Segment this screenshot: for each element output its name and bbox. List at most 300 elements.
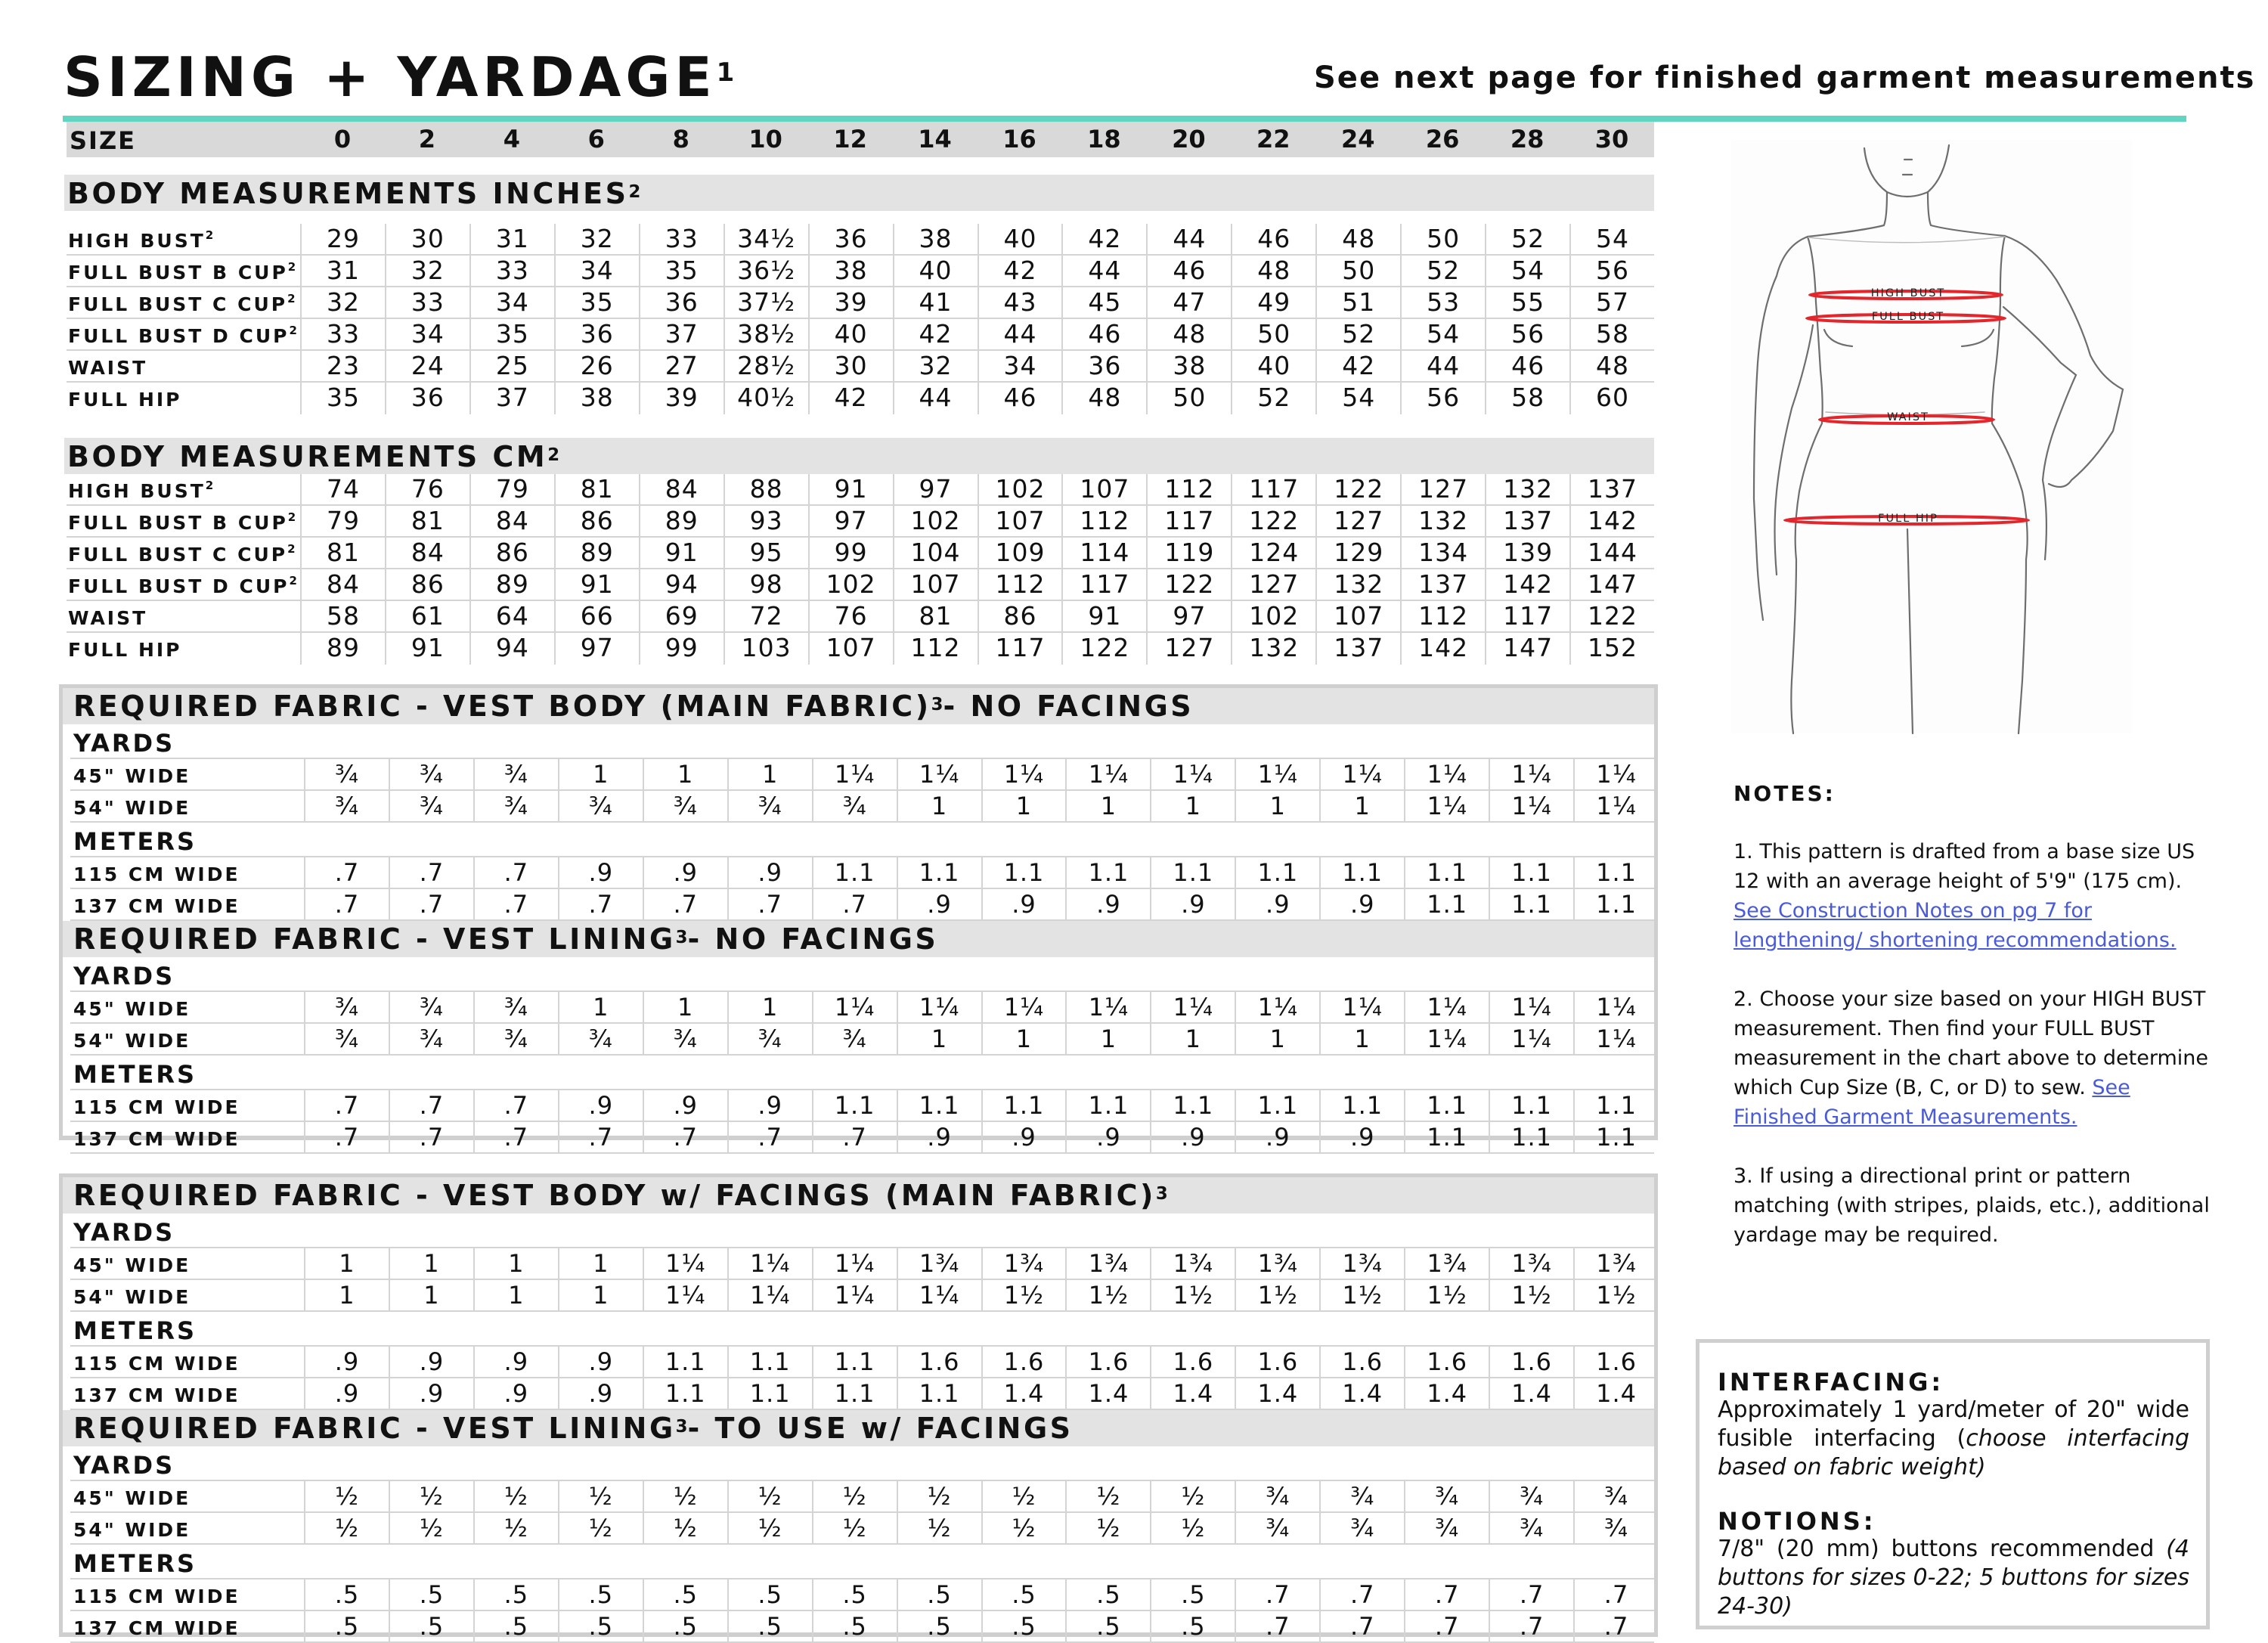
table-cell: .7 bbox=[812, 889, 897, 919]
table-cell: 50 bbox=[1146, 383, 1231, 414]
table-cell: 42 bbox=[1061, 224, 1146, 254]
table-row bbox=[67, 633, 1654, 665]
table-cell: 1.1 bbox=[643, 1378, 727, 1409]
table-cell: 107 bbox=[1061, 474, 1146, 504]
table-cell: 50 bbox=[1400, 224, 1485, 254]
table-cell: 38 bbox=[554, 383, 639, 414]
table-cell: 1.6 bbox=[897, 1347, 981, 1377]
table-row bbox=[70, 1024, 1654, 1056]
table-cell: 1¼ bbox=[1489, 791, 1573, 821]
table-cell: 33 bbox=[385, 287, 469, 318]
size-column-header: 6 bbox=[587, 125, 605, 153]
row-values bbox=[304, 1248, 1658, 1279]
size-column-header: 30 bbox=[1594, 125, 1629, 153]
body-cm-table bbox=[67, 474, 1654, 665]
interfacing-heading: INTERFACING: bbox=[1718, 1368, 1944, 1397]
fabric-section-title bbox=[73, 688, 1194, 724]
meters-label: METERS bbox=[73, 1316, 197, 1345]
table-cell: .7 bbox=[1319, 1611, 1404, 1641]
size-column-header: 0 bbox=[333, 125, 352, 153]
table-cell: 129 bbox=[1315, 538, 1400, 568]
table-cell: 1½ bbox=[1489, 1280, 1573, 1310]
table-cell: 56 bbox=[1400, 383, 1485, 414]
table-cell: 137 bbox=[1485, 506, 1569, 536]
table-cell: 1.1 bbox=[897, 1378, 981, 1409]
fabric-section-vest-body-no-facings bbox=[63, 688, 1654, 921]
table-cell: 1.6 bbox=[1573, 1347, 1658, 1377]
table-cell: 58 bbox=[300, 601, 385, 631]
table-cell: 91 bbox=[808, 474, 893, 504]
table-cell: 117 bbox=[978, 633, 1062, 665]
row-label: 115 CM WIDE bbox=[73, 1096, 240, 1118]
table-cell: 79 bbox=[300, 506, 385, 536]
table-row bbox=[67, 383, 1654, 414]
fabric-section-header bbox=[63, 688, 1654, 724]
row-label: 54" WIDE bbox=[73, 1286, 191, 1308]
table-cell: 30 bbox=[385, 224, 469, 254]
fabric-title-suffix: - TO USE w/ FACINGS bbox=[687, 1412, 1074, 1445]
table-cell: 36 bbox=[1061, 351, 1146, 381]
table-cell: 46 bbox=[1231, 224, 1315, 254]
table-cell: .7 bbox=[389, 1090, 473, 1121]
table-cell: ¾ bbox=[1489, 1481, 1573, 1511]
table-cell: .7 bbox=[1235, 1611, 1319, 1641]
row-label bbox=[68, 389, 182, 411]
table-cell: .9 bbox=[558, 1378, 643, 1409]
table-row bbox=[70, 889, 1654, 921]
row-values bbox=[304, 791, 1658, 821]
table-cell: 49 bbox=[1231, 287, 1315, 318]
yards-label: YARDS bbox=[73, 729, 175, 758]
table-cell: 1.1 bbox=[1573, 1090, 1658, 1121]
table-cell: 1½ bbox=[1319, 1280, 1404, 1310]
figure-label-waist: WAIST bbox=[1887, 411, 1929, 423]
section-title-text: BODY MEASUREMENTS INCHES bbox=[67, 177, 629, 210]
table-cell: ¾ bbox=[389, 791, 473, 821]
table-cell: 41 bbox=[893, 287, 978, 318]
table-cell: 132 bbox=[1400, 506, 1485, 536]
table-cell: .9 bbox=[727, 857, 812, 888]
table-cell: 57 bbox=[1569, 287, 1654, 318]
fabric-section-header bbox=[63, 1177, 1654, 1214]
row-values bbox=[304, 992, 1658, 1022]
footnote-marker: 2 bbox=[287, 260, 296, 274]
table-cell: .9 bbox=[897, 1122, 981, 1152]
footnote-marker: 3 bbox=[675, 928, 688, 947]
table-cell: 1¾ bbox=[1489, 1248, 1573, 1279]
fabric-title-main: REQUIRED FABRIC - VEST BODY w/ FACINGS (MAIN FABRIC) bbox=[73, 1179, 1156, 1212]
row-label bbox=[68, 230, 213, 252]
row-label-text: WAIST bbox=[68, 607, 148, 629]
table-cell: 74 bbox=[300, 474, 385, 504]
table-cell: .7 bbox=[304, 1122, 389, 1152]
row-label: 115 CM WIDE bbox=[73, 1586, 240, 1607]
table-cell: .5 bbox=[558, 1611, 643, 1641]
table-cell: .9 bbox=[389, 1347, 473, 1377]
footnote-marker: 2 bbox=[628, 182, 641, 202]
table-cell: 81 bbox=[300, 538, 385, 568]
row-label bbox=[68, 357, 147, 379]
body-measurement-figure bbox=[1693, 136, 2177, 741]
table-cell: 86 bbox=[978, 601, 1062, 631]
table-cell: ½ bbox=[473, 1481, 558, 1511]
notions-body: 7/8" (20 mm) buttons recommended bbox=[1718, 1536, 2167, 1562]
size-column-header: 8 bbox=[672, 125, 689, 153]
table-cell: 1¾ bbox=[1573, 1248, 1658, 1279]
table-cell: 23 bbox=[300, 351, 385, 381]
table-cell: 1¼ bbox=[981, 759, 1066, 789]
table-cell: 24 bbox=[385, 351, 469, 381]
table-row bbox=[70, 857, 1654, 889]
table-cell: 1.6 bbox=[1489, 1347, 1573, 1377]
table-row bbox=[70, 1347, 1654, 1378]
interfacing-notions-box bbox=[1696, 1339, 2210, 1629]
table-cell: 142 bbox=[1400, 633, 1485, 665]
table-cell: 34 bbox=[385, 319, 469, 349]
table-cell: 1 bbox=[1065, 1024, 1150, 1054]
table-cell: 1.1 bbox=[1319, 857, 1404, 888]
table-cell: 99 bbox=[808, 538, 893, 568]
table-cell: .9 bbox=[727, 1090, 812, 1121]
table-cell: 1½ bbox=[1404, 1280, 1489, 1310]
table-cell: 112 bbox=[978, 569, 1062, 600]
row-values bbox=[304, 1122, 1658, 1152]
table-cell: 117 bbox=[1231, 474, 1315, 504]
row-label-text: FULL BUST B CUP bbox=[68, 512, 288, 534]
table-cell: 137 bbox=[1315, 633, 1400, 665]
page-title-text: SIZING + YARDAGE bbox=[64, 45, 717, 109]
table-cell: 58 bbox=[1485, 383, 1569, 414]
table-row bbox=[70, 759, 1654, 791]
table-row bbox=[70, 1378, 1654, 1410]
table-cell: 54 bbox=[1400, 319, 1485, 349]
table-cell: 72 bbox=[723, 601, 808, 631]
size-column-header: 26 bbox=[1425, 125, 1460, 153]
table-row bbox=[70, 1090, 1654, 1122]
table-row bbox=[67, 351, 1654, 383]
table-cell: ¾ bbox=[643, 1024, 727, 1054]
table-cell: 34 bbox=[469, 287, 554, 318]
table-cell: 112 bbox=[893, 633, 978, 665]
table-cell: 1¼ bbox=[1065, 992, 1150, 1022]
row-label bbox=[68, 544, 296, 566]
table-cell: 1.1 bbox=[897, 1090, 981, 1121]
row-values bbox=[300, 224, 1654, 254]
table-cell: .9 bbox=[558, 857, 643, 888]
table-cell: 1 bbox=[1319, 791, 1404, 821]
table-cell: ¾ bbox=[643, 791, 727, 821]
table-cell: .9 bbox=[304, 1347, 389, 1377]
table-cell: 1 bbox=[897, 791, 981, 821]
table-cell: 1¼ bbox=[812, 1280, 897, 1310]
row-values bbox=[300, 287, 1654, 318]
table-cell: 1 bbox=[1150, 1024, 1235, 1054]
table-cell: .7 bbox=[389, 1122, 473, 1152]
table-cell: 122 bbox=[1569, 601, 1654, 631]
construction-notes-link[interactable]: See Construction Notes on pg 7 for lengthening/ shortening recommendations. bbox=[1734, 899, 2177, 952]
footnote-marker: 1 bbox=[716, 57, 735, 88]
row-label-text: HIGH BUST bbox=[68, 480, 206, 502]
yards-label: YARDS bbox=[73, 962, 175, 990]
size-column-header: 28 bbox=[1510, 125, 1545, 153]
row-label-text: FULL HIP bbox=[68, 639, 182, 661]
table-cell: 1¼ bbox=[643, 1280, 727, 1310]
table-cell: 119 bbox=[1146, 538, 1231, 568]
footnote-marker: 3 bbox=[931, 695, 943, 715]
fabric-box-with-facings bbox=[59, 1173, 1658, 1641]
table-cell: 76 bbox=[385, 474, 469, 504]
footnote-marker: 2 bbox=[205, 479, 214, 492]
table-cell: 1¼ bbox=[1319, 759, 1404, 789]
table-cell: 36½ bbox=[723, 256, 808, 286]
table-cell: 124 bbox=[1231, 538, 1315, 568]
table-cell: ½ bbox=[389, 1513, 473, 1543]
table-cell: 1¼ bbox=[1404, 791, 1489, 821]
row-label-text: FULL BUST D CUP bbox=[68, 325, 290, 347]
table-cell: 88 bbox=[723, 474, 808, 504]
table-row bbox=[67, 474, 1654, 506]
size-column-header: 18 bbox=[1087, 125, 1121, 153]
row-label bbox=[68, 639, 182, 661]
table-cell: 91 bbox=[554, 569, 639, 600]
table-cell: 1 bbox=[473, 1248, 558, 1279]
table-cell: 31 bbox=[300, 256, 385, 286]
row-label: 115 CM WIDE bbox=[73, 863, 240, 885]
table-cell: 1½ bbox=[1573, 1280, 1658, 1310]
table-cell: ¾ bbox=[473, 992, 558, 1022]
table-cell: .7 bbox=[1489, 1579, 1573, 1610]
table-cell: 1¼ bbox=[812, 1248, 897, 1279]
table-cell: 81 bbox=[554, 474, 639, 504]
table-cell: 36 bbox=[808, 224, 893, 254]
note-2-text: 2. Choose your size based on your HIGH BUST measurement. Then find your FULL BUST measurement in the chart above to determine which Cup Size (B, C, or D) to sew. bbox=[1734, 987, 2208, 1099]
table-cell: 1¼ bbox=[897, 1280, 981, 1310]
table-cell: 1¼ bbox=[1235, 759, 1319, 789]
size-column-header: 16 bbox=[1002, 125, 1036, 153]
yards-subheader bbox=[70, 724, 1654, 759]
table-cell: .5 bbox=[812, 1579, 897, 1610]
body-inches-table bbox=[67, 224, 1654, 414]
row-label-text: FULL HIP bbox=[68, 389, 182, 411]
table-cell: 48 bbox=[1146, 319, 1231, 349]
table-cell: .9 bbox=[304, 1378, 389, 1409]
meters-label: METERS bbox=[73, 827, 197, 856]
table-cell: 44 bbox=[1400, 351, 1485, 381]
table-cell: 97 bbox=[1146, 601, 1231, 631]
interfacing-note: choose interfacing based on fabric weight) bbox=[1718, 1425, 2190, 1480]
table-cell: ¾ bbox=[1489, 1513, 1573, 1543]
table-cell: 1.1 bbox=[812, 1090, 897, 1121]
table-cell: 42 bbox=[893, 319, 978, 349]
table-cell: ½ bbox=[981, 1513, 1066, 1543]
table-cell: ¾ bbox=[473, 791, 558, 821]
table-cell: 89 bbox=[469, 569, 554, 600]
table-cell: 1.1 bbox=[1235, 1090, 1319, 1121]
table-cell: 36 bbox=[639, 287, 723, 318]
table-cell: 35 bbox=[639, 256, 723, 286]
row-label: 45" WIDE bbox=[73, 998, 191, 1020]
table-cell: 1.4 bbox=[1150, 1378, 1235, 1409]
table-cell: 1 bbox=[727, 992, 812, 1022]
table-cell: 61 bbox=[385, 601, 469, 631]
table-row bbox=[67, 224, 1654, 256]
row-values bbox=[304, 1513, 1658, 1543]
table-cell: 42 bbox=[808, 383, 893, 414]
table-cell: 1½ bbox=[1235, 1280, 1319, 1310]
table-cell: 1¾ bbox=[981, 1248, 1066, 1279]
row-values bbox=[304, 1280, 1658, 1310]
table-cell: .5 bbox=[727, 1579, 812, 1610]
table-cell: 1.1 bbox=[981, 857, 1066, 888]
table-cell: 112 bbox=[1400, 601, 1485, 631]
yards-subheader bbox=[70, 957, 1654, 992]
fabric-section-header bbox=[63, 921, 1654, 957]
yards-subheader bbox=[70, 1214, 1654, 1248]
table-cell: .7 bbox=[812, 1122, 897, 1152]
row-label bbox=[68, 607, 147, 629]
table-cell: 122 bbox=[1146, 569, 1231, 600]
table-cell: .9 bbox=[1150, 1122, 1235, 1152]
size-column-header: 22 bbox=[1256, 125, 1290, 153]
table-cell: .9 bbox=[473, 1347, 558, 1377]
table-cell: .5 bbox=[304, 1579, 389, 1610]
table-cell: 132 bbox=[1485, 474, 1569, 504]
table-cell: 45 bbox=[1061, 287, 1146, 318]
finished-measurements-link[interactable]: See Finished Garment Measurements. bbox=[1734, 1076, 2130, 1129]
table-cell: 1.1 bbox=[1404, 1122, 1489, 1152]
table-cell: 139 bbox=[1485, 538, 1569, 568]
table-cell: ¾ bbox=[812, 791, 897, 821]
row-label: 137 CM WIDE bbox=[73, 1128, 240, 1150]
row-values bbox=[300, 569, 1654, 600]
table-cell: 40 bbox=[1231, 351, 1315, 381]
table-cell: 1¾ bbox=[1065, 1248, 1150, 1279]
row-label-text: FULL BUST B CUP bbox=[68, 262, 288, 284]
table-cell: 1¼ bbox=[1065, 759, 1150, 789]
footnote-marker: 2 bbox=[287, 510, 296, 524]
table-row bbox=[70, 992, 1654, 1024]
table-cell: 34 bbox=[554, 256, 639, 286]
table-cell: .5 bbox=[473, 1579, 558, 1610]
table-cell: 46 bbox=[978, 383, 1062, 414]
row-values bbox=[300, 319, 1654, 349]
table-cell: 38 bbox=[808, 256, 893, 286]
table-cell: ½ bbox=[1065, 1513, 1150, 1543]
row-label: 137 CM WIDE bbox=[73, 1617, 240, 1639]
table-cell: 117 bbox=[1061, 569, 1146, 600]
section-title bbox=[67, 176, 640, 211]
table-cell: 1.1 bbox=[1573, 857, 1658, 888]
table-cell: 50 bbox=[1315, 256, 1400, 286]
note-2 bbox=[1734, 984, 2217, 1132]
table-cell: ½ bbox=[643, 1481, 727, 1511]
table-cell: .9 bbox=[1319, 889, 1404, 919]
row-values bbox=[304, 1611, 1658, 1641]
page-subtitle: See next page for finished garment measurements bbox=[1314, 60, 2256, 95]
row-values bbox=[304, 1378, 1658, 1409]
table-cell: .9 bbox=[1235, 889, 1319, 919]
footnote-marker: 2 bbox=[289, 574, 297, 587]
table-cell: 1 bbox=[727, 759, 812, 789]
yards-subheader bbox=[70, 1446, 1654, 1481]
table-cell: 1¼ bbox=[1489, 1024, 1573, 1054]
table-cell: ½ bbox=[643, 1513, 727, 1543]
table-cell: .9 bbox=[1150, 889, 1235, 919]
accent-divider bbox=[63, 116, 2186, 122]
table-cell: 40 bbox=[893, 256, 978, 286]
table-cell: ½ bbox=[897, 1481, 981, 1511]
table-cell: 1 bbox=[473, 1280, 558, 1310]
table-row bbox=[70, 1280, 1654, 1312]
table-cell: ¾ bbox=[1404, 1513, 1489, 1543]
table-cell: 1 bbox=[981, 1024, 1066, 1054]
table-cell: 33 bbox=[300, 319, 385, 349]
note-1 bbox=[1734, 837, 2217, 955]
table-cell: 104 bbox=[893, 538, 978, 568]
table-cell: 1.1 bbox=[1404, 857, 1489, 888]
table-cell: .7 bbox=[1319, 1579, 1404, 1610]
table-cell: 1¼ bbox=[1235, 992, 1319, 1022]
fabric-section-vest-body-with-facings bbox=[63, 1177, 1654, 1410]
table-cell: 42 bbox=[1315, 351, 1400, 381]
table-cell: 1 bbox=[389, 1248, 473, 1279]
table-cell: 35 bbox=[300, 383, 385, 414]
table-cell: 43 bbox=[978, 287, 1062, 318]
table-cell: ½ bbox=[981, 1481, 1066, 1511]
table-cell: 132 bbox=[1231, 633, 1315, 665]
table-cell: 103 bbox=[723, 633, 808, 665]
table-cell: .7 bbox=[558, 1122, 643, 1152]
table-cell: 1¼ bbox=[1489, 992, 1573, 1022]
table-cell: 91 bbox=[639, 538, 723, 568]
table-cell: ½ bbox=[812, 1513, 897, 1543]
table-cell: 79 bbox=[469, 474, 554, 504]
table-cell: 1.6 bbox=[1319, 1347, 1404, 1377]
table-cell: 30 bbox=[808, 351, 893, 381]
table-cell: 1 bbox=[981, 791, 1066, 821]
table-cell: 1½ bbox=[1065, 1280, 1150, 1310]
meters-subheader bbox=[70, 823, 1654, 857]
table-cell: 32 bbox=[554, 224, 639, 254]
table-cell: 33 bbox=[639, 224, 723, 254]
table-cell: .7 bbox=[473, 1090, 558, 1121]
table-cell: 1.1 bbox=[1404, 889, 1489, 919]
table-cell: 38½ bbox=[723, 319, 808, 349]
table-cell: 1.1 bbox=[1404, 1090, 1489, 1121]
table-cell: 32 bbox=[385, 256, 469, 286]
table-cell: 1¼ bbox=[1573, 992, 1658, 1022]
row-label-text: FULL BUST D CUP bbox=[68, 575, 290, 597]
row-values bbox=[304, 857, 1658, 888]
table-cell: 102 bbox=[1231, 601, 1315, 631]
table-cell: 42 bbox=[978, 256, 1062, 286]
table-cell: 37 bbox=[639, 319, 723, 349]
table-cell: 1¼ bbox=[1489, 759, 1573, 789]
table-cell: 1¼ bbox=[1573, 1024, 1658, 1054]
table-cell: .5 bbox=[1150, 1579, 1235, 1610]
table-cell: 66 bbox=[554, 601, 639, 631]
table-cell: .7 bbox=[304, 857, 389, 888]
table-cell: 1¼ bbox=[727, 1280, 812, 1310]
table-cell: 46 bbox=[1485, 351, 1569, 381]
yards-label: YARDS bbox=[73, 1218, 175, 1247]
table-cell: 127 bbox=[1231, 569, 1315, 600]
size-column-header: 12 bbox=[833, 125, 867, 153]
size-column-header: 14 bbox=[918, 125, 952, 153]
table-cell: .5 bbox=[389, 1579, 473, 1610]
section-title-text: BODY MEASUREMENTS CM bbox=[67, 440, 548, 473]
table-cell: 114 bbox=[1061, 538, 1146, 568]
